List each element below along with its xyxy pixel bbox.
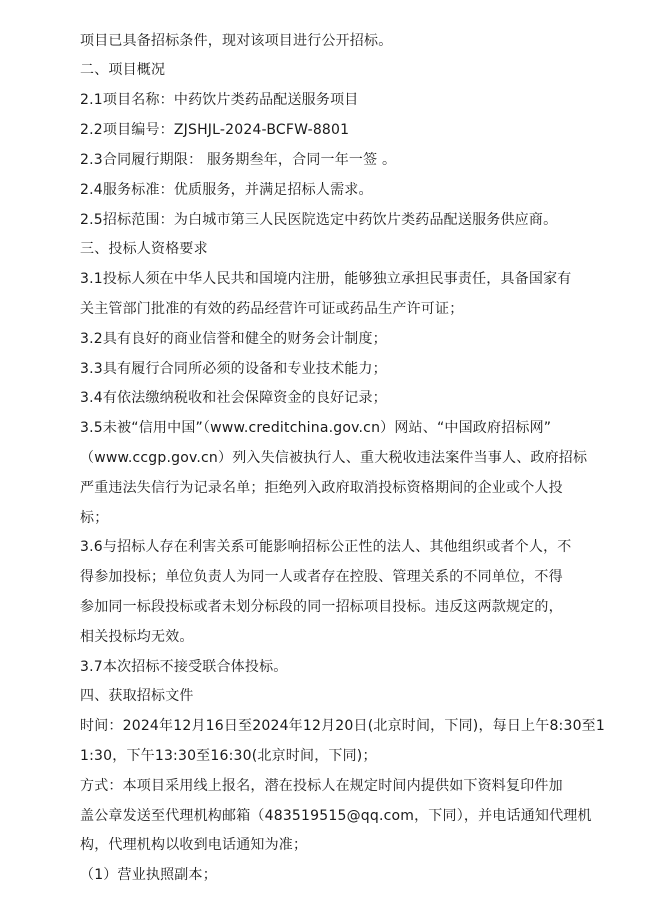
text-line: 3.6与招标人存在利害关系可能影响招标公正性的法人、其他组织或者个人，不 — [80, 539, 572, 555]
section-heading: 三、投标人资格要求 — [80, 241, 208, 257]
text-line: 时间：2024年12月16日至2024年12月20日(北京时间，下同)，每日上午8:30至1 — [80, 718, 605, 734]
text-line: 标； — [80, 510, 109, 526]
text-line: 3.2具有良好的商业信誉和健全的财务会计制度； — [80, 331, 387, 347]
text-line: 3.3具有履行合同所必须的设备和专业技术能力； — [80, 361, 387, 377]
text-line: 3.5未被“信用中国”（www.creditchina.gov.cn）网站、“中国政府招标网” — [80, 420, 552, 436]
text-line: 严重违法失信行为记录名单；拒绝列入政府取消投标资格期间的企业或个人投 — [80, 480, 563, 496]
text-line: 2.4服务标准：优质服务，并满足招标人需求。 — [80, 182, 373, 198]
text-line: 3.7本次招标不接受联合体投标。 — [80, 659, 288, 675]
section-heading: 二、项目概况 — [80, 62, 166, 78]
text-line: （www.ccgp.gov.cn）列入失信被执行人、重大税收违法案件当事人、政府招标 — [80, 450, 588, 466]
text-line: （1）营业执照副本； — [80, 867, 217, 883]
text-line: 相关投标均无效。 — [80, 629, 194, 645]
text-line: 构，代理机构以收到电话通知为准； — [80, 837, 308, 853]
text-line: 3.1投标人须在中华人民共和国境内注册，能够独立承担民事责任，具备国家有 — [80, 271, 572, 287]
text-line: 2.2项目编号：ZJSHJL-2024-BCFW-8801 — [80, 122, 350, 138]
text-line: 得参加投标；单位负责人为同一人或者存在控股、管理关系的不同单位，不得 — [80, 569, 563, 585]
text-line: 关主管部门批准的有效的药品经营许可证或药品生产许可证； — [80, 301, 464, 317]
text-line: 盖公章发送至代理机构邮箱（483519515@qq.com，下同），并电话通知代理机 — [80, 808, 592, 824]
text-line: 参加同一标段投标或者未划分标段的同一招标项目投标。违反这两款规定的， — [80, 599, 563, 615]
text-line: 2.3合同履行期限： 服务期叁年，合同一年一签 。 — [80, 152, 397, 168]
text-line: 方式：本项目采用线上报名，潜在投标人在规定时间内提供如下资料复印件加 — [80, 778, 563, 794]
text-line: 2.1项目名称：中药饮片类药品配送服务项目 — [80, 92, 359, 108]
section-heading: 四、获取招标文件 — [80, 688, 194, 704]
text-line: 1:30，下午13:30至16:30(北京时间，下同)； — [80, 748, 377, 764]
text-line: 2.5招标范围：为白城市第三人民医院选定中药饮片类药品配送服务供应商。 — [80, 212, 558, 228]
text-line: 项目已具备招标条件，现对该项目进行公开招标。 — [80, 33, 393, 49]
text-line: 3.4有依法缴纳税收和社会保障资金的良好记录； — [80, 390, 387, 406]
